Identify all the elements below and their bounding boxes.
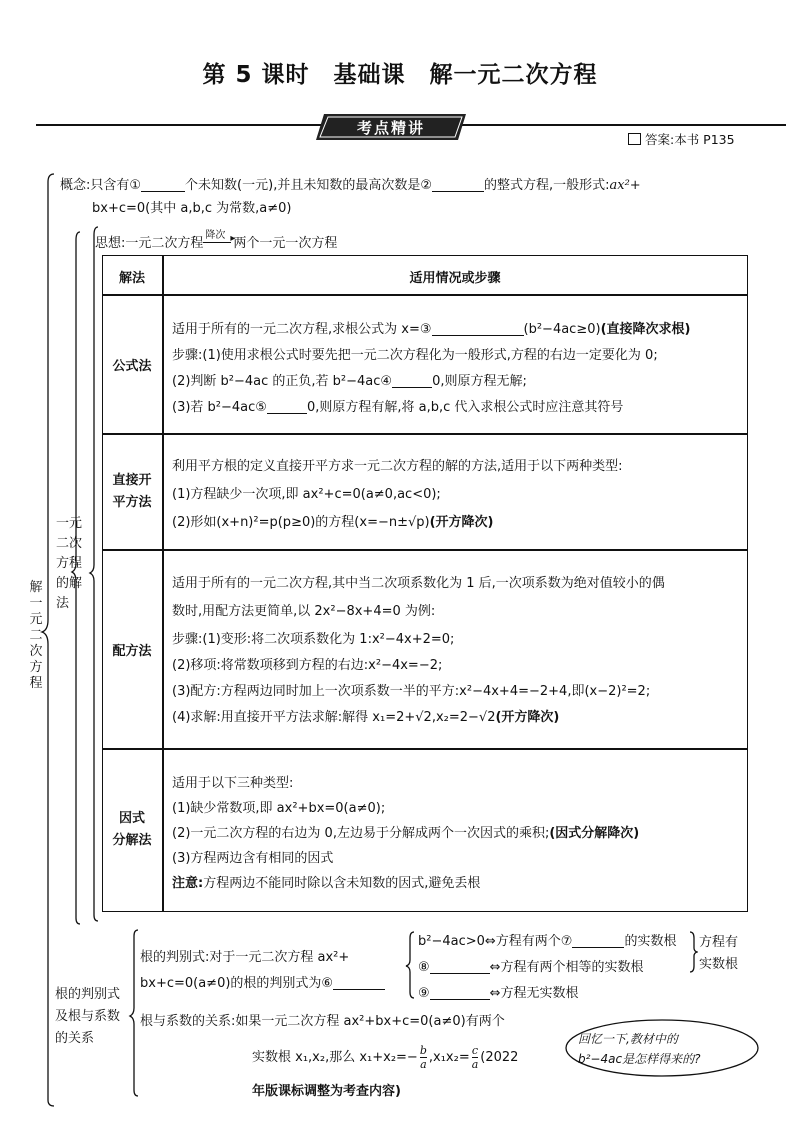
main-topic-label: 解 一 元 二 次 方 程 xyxy=(29,580,43,691)
direct-line-1: 利用平方根的定义直接开平方求一元二次方程的解的方法,适用于以下两种类型: xyxy=(172,459,623,474)
banner-label: 考点精讲 xyxy=(356,119,425,137)
disc-line-2: bx+c=0(a≠0)的根的判别式为⑥ xyxy=(140,972,385,991)
answer-reference-text: 答案:本书 P135 xyxy=(645,132,735,147)
blank-3 xyxy=(432,321,524,336)
blank-2 xyxy=(432,177,484,192)
answer-reference xyxy=(628,130,735,148)
case-3: ⑨ ⇔方程无实数根 xyxy=(418,986,579,1001)
completing-line-1: 适用于所有的一元二次方程,其中当二次项系数化为 1 后,一次项系数为绝对值较小的偶 xyxy=(172,576,665,591)
discriminant-brace xyxy=(128,928,140,1098)
formula-method-name: 公式法 xyxy=(112,359,152,374)
arrow-label: 降次 xyxy=(205,230,226,241)
page-title: 第 5 课时 基础课 解一元二次方程 xyxy=(202,62,598,88)
group-label: 方程有 实数根 xyxy=(699,935,739,972)
blank-1 xyxy=(141,177,185,192)
fraction-b-over-a: $\frac{b}{a}$ xyxy=(419,1044,427,1071)
direct-line-3: (2)形如(x+n)²=p(p≥0)的方程(x=−n±√p)(开方降次) xyxy=(172,515,494,530)
completing-line-2: 数时,用配方法更简单,以 2x²−8x+4=0 为例: xyxy=(172,604,436,619)
blank-8 xyxy=(430,959,490,974)
factor-method-name: 因式 分解法 xyxy=(112,811,152,848)
completing-line-3: 步骤:(1)变形:将二次项系数化为 1:x²−4x+2=0; xyxy=(172,632,455,647)
blank-9 xyxy=(430,985,490,1000)
cases-brace xyxy=(404,930,416,1000)
formula-line-4: (3)若 b²−4ac⑤ 0,则原方程有解,将 a,b,c 代入求根公式时应注意其符号 xyxy=(172,400,624,415)
vieta-line-1: 根与系数的关系:如果一元二次方程 ax²+bx+c=0(a≠0)有两个 xyxy=(140,1014,505,1029)
group-brace xyxy=(688,930,698,974)
blank-6 xyxy=(333,975,385,990)
factor-line-4: (3)方程两边含有相同的因式 xyxy=(172,851,334,866)
methods-label: 一元 二次 方程 的解 法 xyxy=(56,516,83,611)
fraction-c-over-a: $\frac{c}{a}$ xyxy=(471,1044,479,1071)
vieta-line-2: 实数根 x₁,x₂,那么 x₁+x₂=− $\frac{b}{a}$ ,x₁x₂= $\frac{c}{a}$ (2022 xyxy=(252,1044,519,1071)
concept-line-2: bx+c=0(其中 a,b,c 为常数,a≠0) xyxy=(92,201,292,216)
concept-line-1: 概念:只含有① 个未知数(一元),并且未知数的最高次数是② 的整式方程,一般形式:ax²+ xyxy=(60,178,641,193)
factor-line-3: (2)一元二次方程的右边为 0,左边易于分解成两个一次因式的乘积;(因式分解降次) xyxy=(172,826,640,841)
vieta-line-3: 年版课标调整为考查内容) xyxy=(252,1084,401,1099)
discriminant-section-label: 根的判别式 及根与系数 的关系 xyxy=(55,987,121,1046)
book-icon xyxy=(628,133,641,145)
methods-brace xyxy=(88,225,102,925)
completing-line-6: (4)求解:用直接开平方法求解:解得 x₁=2+√2,x₂=2−√2(开方降次) xyxy=(172,710,560,725)
completing-method-name: 配方法 xyxy=(112,644,152,659)
factor-line-1: 适用于以下三种类型: xyxy=(172,776,294,791)
blank-5 xyxy=(267,399,307,414)
disc-line-1: 根的判别式:对于一元二次方程 ax²+ xyxy=(140,950,350,965)
case-1: b²−4ac>0⇔方程有两个⑦ 的实数根 xyxy=(418,934,677,949)
section-banner xyxy=(316,112,466,142)
formula-line-1: 适用于所有的一元二次方程,求根公式为 x=③ (b²−4ac≥0)(直接降次求根) xyxy=(172,322,691,337)
header-desc: 适用情况或步骤 xyxy=(409,271,501,286)
blank-7 xyxy=(572,933,624,948)
completing-line-5: (3)配方:方程两边同时加上一次项系数一半的平方:x²−4x+4=−2+4,即(x−2)²=2; xyxy=(172,684,651,699)
completing-line-4: (2)移项:将常数项移到方程的右边:x²−4x=−2; xyxy=(172,658,443,673)
formula-line-3: (2)判断 b²−4ac 的正负,若 b²−4ac④ 0,则原方程无解; xyxy=(172,374,527,389)
case-2: ⑧ ⇔方程有两个相等的实数根 xyxy=(418,960,644,975)
header-method: 解法 xyxy=(118,271,145,286)
direct-method-name: 直接开 平方法 xyxy=(112,473,152,510)
formula-line-2: 步骤:(1)使用求根公式时要先把一元二次方程化为一般形式,方程的右边一定要化为 0; xyxy=(172,348,658,363)
idea-line: 思想:一元二次方程 降次 ▸ 两个一元一次方程 xyxy=(95,232,337,251)
bubble-line-1: 回忆一下,教材中的 xyxy=(578,1032,678,1046)
factor-line-2: (1)缺少常数项,即 ax²+bx=0(a≠0); xyxy=(172,801,386,816)
bubble-line-2: b²−4ac是怎样得来的? xyxy=(578,1052,701,1066)
blank-4 xyxy=(392,373,432,388)
direct-line-2: (1)方程缺少一次项,即 ax²+c=0(a≠0,ac<0); xyxy=(172,487,441,502)
factor-line-5: 注意:方程两边不能同时除以含未知数的因式,避免丢根 xyxy=(172,876,481,891)
table-divider xyxy=(162,255,164,912)
thought-bubble xyxy=(560,1018,760,1082)
